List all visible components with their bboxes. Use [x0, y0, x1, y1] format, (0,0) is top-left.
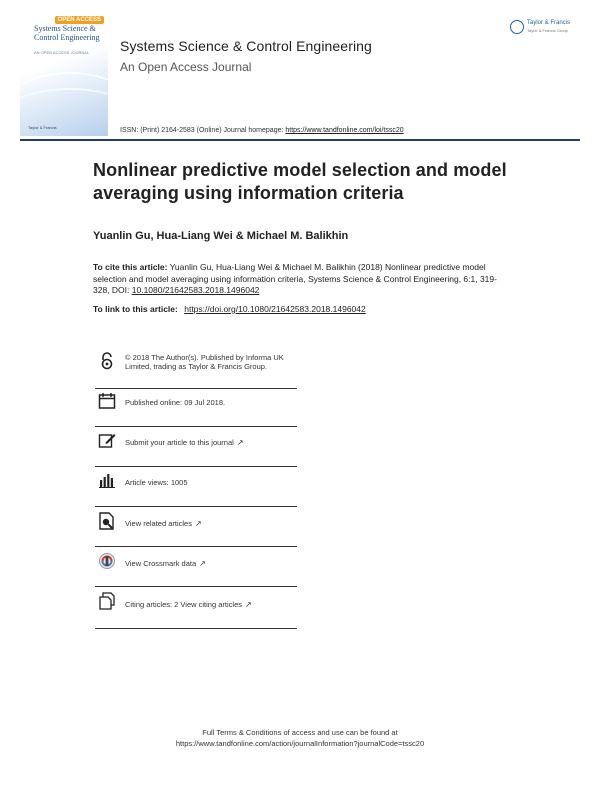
calendar-icon — [98, 392, 116, 410]
article-link-block — [93, 304, 513, 314]
crossmark-icon — [98, 552, 116, 570]
cover-title: Systems Science & Control Engineering — [34, 24, 100, 42]
issn-line — [120, 127, 404, 134]
citation-text: Yuanlin Gu, Hua-Liang Wei & Michael M. Balikhin (2018) Nonlinear predictive model selection and model averaging using information criteria, Systems Science & Control Engineering, 6:1, 319-328, DOI: — [93, 262, 497, 295]
citation-block — [93, 262, 513, 297]
license-text: © 2018 The Author(s). Published by Informa UK Limited, trading as Taylor & Francis Group. — [125, 353, 284, 371]
article-views-row — [95, 466, 297, 507]
publisher-logo — [510, 18, 590, 38]
publisher-name: Taylor & Francis — [527, 20, 571, 26]
published-row — [95, 388, 297, 427]
header-divider — [20, 139, 580, 141]
submit-article-link[interactable] — [125, 438, 297, 447]
crossmark-text: View Crossmark data — [125, 559, 197, 568]
license-row — [95, 350, 297, 389]
link-label: To link to this article: — [93, 304, 178, 314]
crossmark-row[interactable] — [95, 546, 297, 587]
citation-label: To cite this article: — [93, 262, 168, 272]
footer-terms-link[interactable]: https://www.tandfonline.com/action/journalInformation?journalCode=tssc20 — [175, 739, 425, 748]
issn-text: ISSN: (Print) 2164-2583 (Online) Journal homepage: — [120, 127, 284, 134]
submit-article-text: Submit your article to this journal — [125, 438, 234, 447]
bar-chart-icon — [98, 471, 116, 489]
article-views: Article views: 1005 — [125, 478, 188, 487]
citation-doi-link[interactable]: 10.1080/21642583.2018.1496042 — [131, 285, 260, 295]
external-link-icon: ↗ — [194, 519, 202, 528]
article-doi-link[interactable]: https://doi.org/10.1080/21642583.2018.1496042 — [184, 304, 366, 314]
citing-articles-text: Citing articles: 2 View citing articles — [125, 600, 242, 609]
submit-article-row[interactable] — [95, 426, 297, 467]
journal-cover-thumbnail — [20, 12, 108, 136]
citing-articles-link[interactable] — [125, 600, 297, 609]
published-date: Published online: 09 Jul 2018. — [125, 398, 226, 407]
crossmark-link[interactable] — [125, 559, 297, 568]
citing-articles-row[interactable] — [95, 586, 297, 629]
external-link-icon: ↗ — [236, 438, 244, 447]
cover-publisher: Taylor & Francis — [28, 125, 57, 130]
publisher-logo-icon — [510, 20, 524, 34]
citing-articles-icon — [98, 592, 116, 610]
edit-icon — [98, 431, 116, 449]
related-articles-text: View related articles — [125, 519, 192, 528]
journal-title: Systems Science & Control Engineering — [120, 38, 372, 54]
footer-terms-text: Full Terms & Conditions of access and use can be found at — [202, 728, 398, 737]
cover-subtitle: AN OPEN ACCESS JOURNAL — [34, 50, 90, 55]
publisher-group: Taylor & Francis Group — [527, 28, 568, 33]
journal-subtitle: An Open Access Journal — [120, 60, 252, 74]
open-access-badge: OPEN ACCESS — [55, 16, 104, 24]
article-authors: Yuanlin Gu, Hua-Liang Wei & Michael M. Balikhin — [93, 230, 349, 242]
related-articles-link[interactable] — [125, 519, 297, 528]
external-link-icon: ↗ — [245, 600, 252, 609]
article-title: Nonlinear predictive model selection and model averaging using information criteria — [93, 160, 507, 203]
related-articles-icon — [98, 512, 116, 530]
external-link-icon: ↗ — [199, 559, 206, 568]
journal-homepage-link[interactable]: https://www.tandfonline.com/loi/tssc20 — [285, 127, 404, 134]
open-access-icon — [98, 352, 116, 370]
related-articles-row[interactable] — [95, 506, 297, 547]
